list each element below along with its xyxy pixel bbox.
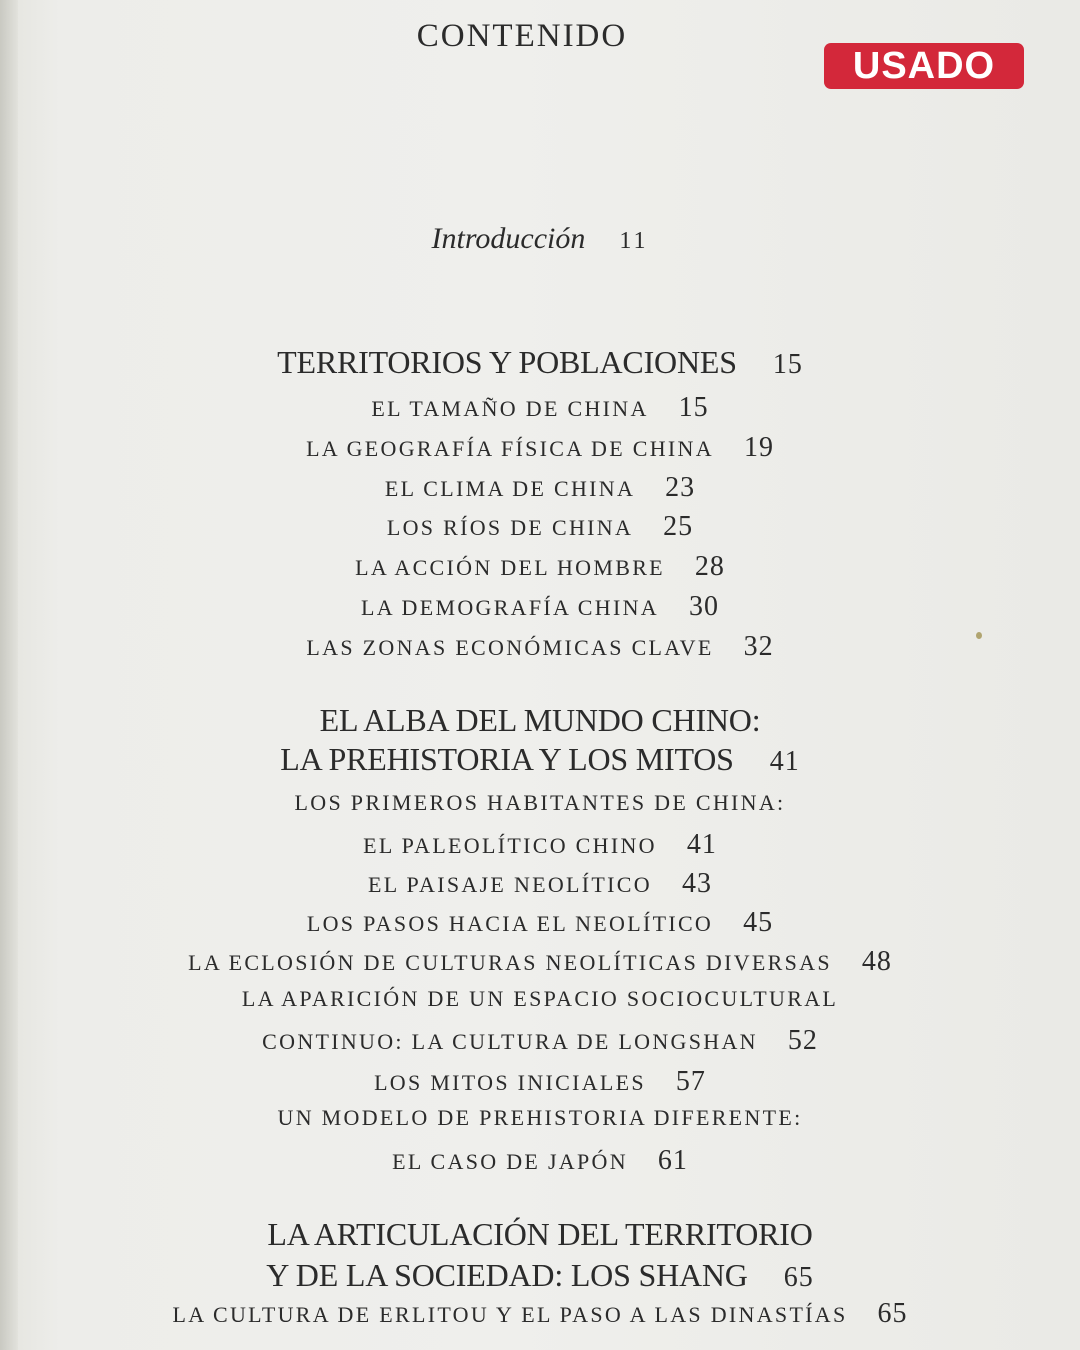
toc-entry-title: LAS ZONAS ECONÓMICAS CLAVE (306, 635, 714, 660)
toc-part-heading (0, 1216, 1080, 1253)
toc-entry (0, 986, 1080, 1012)
toc-entry-title: LA CULTURA DE ERLITOU Y EL PASO A LAS DINASTÍAS (172, 1302, 848, 1327)
toc-entry (0, 829, 1080, 861)
toc-entry (0, 511, 1080, 543)
toc-entry (0, 472, 1080, 504)
toc-entry-title: EL PALEOLÍTICO CHINO (363, 833, 657, 858)
toc-entry-title: LA GEOGRAFÍA FÍSICA DE CHINA (306, 436, 714, 461)
toc-entry-title: LA ACCIÓN DEL HOMBRE (355, 555, 665, 580)
toc-entry-title: EL ALBA DEL MUNDO CHINO: (319, 702, 761, 738)
toc-entry-title: CONTINUO: LA CULTURA DE LONGSHAN (262, 1029, 758, 1054)
toc-page-number: 41 (686, 829, 717, 860)
toc-entry-title: EL CASO DE JAPÓN (392, 1149, 628, 1174)
toc-page-number: 15 (772, 349, 803, 380)
toc-entry (0, 790, 1080, 816)
toc-part-heading (0, 741, 1080, 778)
toc-entry (0, 631, 1080, 663)
toc-entry-title: EL CLIMA DE CHINA (384, 476, 636, 501)
toc-entry (0, 1145, 1080, 1177)
toc-entry-title: LA DEMOGRAFÍA CHINA (361, 595, 659, 620)
toc-page-number: 65 (783, 1262, 814, 1293)
toc-page-number: 32 (743, 631, 774, 662)
toc-entry-title: LOS PRIMEROS HABITANTES DE CHINA: (294, 790, 786, 815)
toc-part-heading (0, 1257, 1080, 1294)
toc-entry (0, 392, 1080, 424)
toc-entry (0, 1298, 1080, 1330)
toc-entry (0, 551, 1080, 583)
toc-entry-title: LA ECLOSIÓN DE CULTURAS NEOLÍTICAS DIVERSAS (188, 950, 832, 975)
toc-part-heading (0, 344, 1080, 381)
toc-entry-title: TERRITORIOS Y POBLACIONES (277, 344, 737, 380)
toc-entry-title: LOS PASOS HACIA EL NEOLÍTICO (306, 911, 714, 936)
toc-page-number: 28 (694, 551, 725, 582)
page-title: CONTENIDO (416, 18, 628, 54)
toc-entry-title: LA APARICIÓN DE UN ESPACIO SOCIOCULTURAL (241, 986, 839, 1011)
toc-page-number: 25 (663, 511, 694, 542)
toc-page-number: 23 (665, 472, 696, 503)
toc-page-number: 48 (861, 946, 892, 977)
toc-page-number: 65 (877, 1298, 908, 1329)
toc-entry (0, 1066, 1080, 1098)
toc-page-number: 15 (678, 392, 709, 423)
toc-entry-title: LA PREHISTORIA Y LOS MITOS (280, 741, 734, 777)
toc-entry-title: LOS MITOS INICIALES (374, 1070, 646, 1095)
toc-entry (0, 432, 1080, 464)
toc-entry-title: LA ARTICULACIÓN DEL TERRITORIO (267, 1216, 813, 1252)
toc-part-heading (0, 702, 1080, 739)
toc-page-number: 19 (743, 432, 774, 463)
paper-speck (976, 632, 982, 639)
toc-page-number: 30 (688, 591, 719, 622)
toc-entry-title: EL PAISAJE NEOLÍTICO (368, 872, 652, 897)
used-badge: USADO (824, 43, 1024, 89)
toc-page-number: 41 (769, 746, 800, 777)
toc-page-number: 57 (675, 1066, 706, 1097)
toc-entry (0, 907, 1080, 939)
toc-entry (0, 946, 1080, 978)
intro-page: 11 (619, 228, 649, 254)
toc-entry-title: LOS RÍOS DE CHINA (386, 515, 634, 540)
toc-entry-title: Y DE LA SOCIEDAD: LOS SHANG (266, 1257, 748, 1293)
toc-entry (0, 1105, 1080, 1131)
intro-label: Introducción (431, 222, 586, 255)
toc-entry (0, 591, 1080, 623)
toc-entry-title: UN MODELO DE PREHISTORIA DIFERENTE: (277, 1105, 803, 1130)
toc-page-number: 61 (657, 1145, 688, 1176)
toc-entry (0, 1025, 1080, 1057)
toc-page-number: 43 (681, 868, 712, 899)
toc-entry (0, 868, 1080, 900)
toc-entry-title: EL TAMAÑO DE CHINA (371, 396, 649, 421)
toc-page-number: 52 (787, 1025, 818, 1056)
intro-entry (0, 222, 1080, 256)
toc-page-number: 45 (743, 907, 774, 938)
